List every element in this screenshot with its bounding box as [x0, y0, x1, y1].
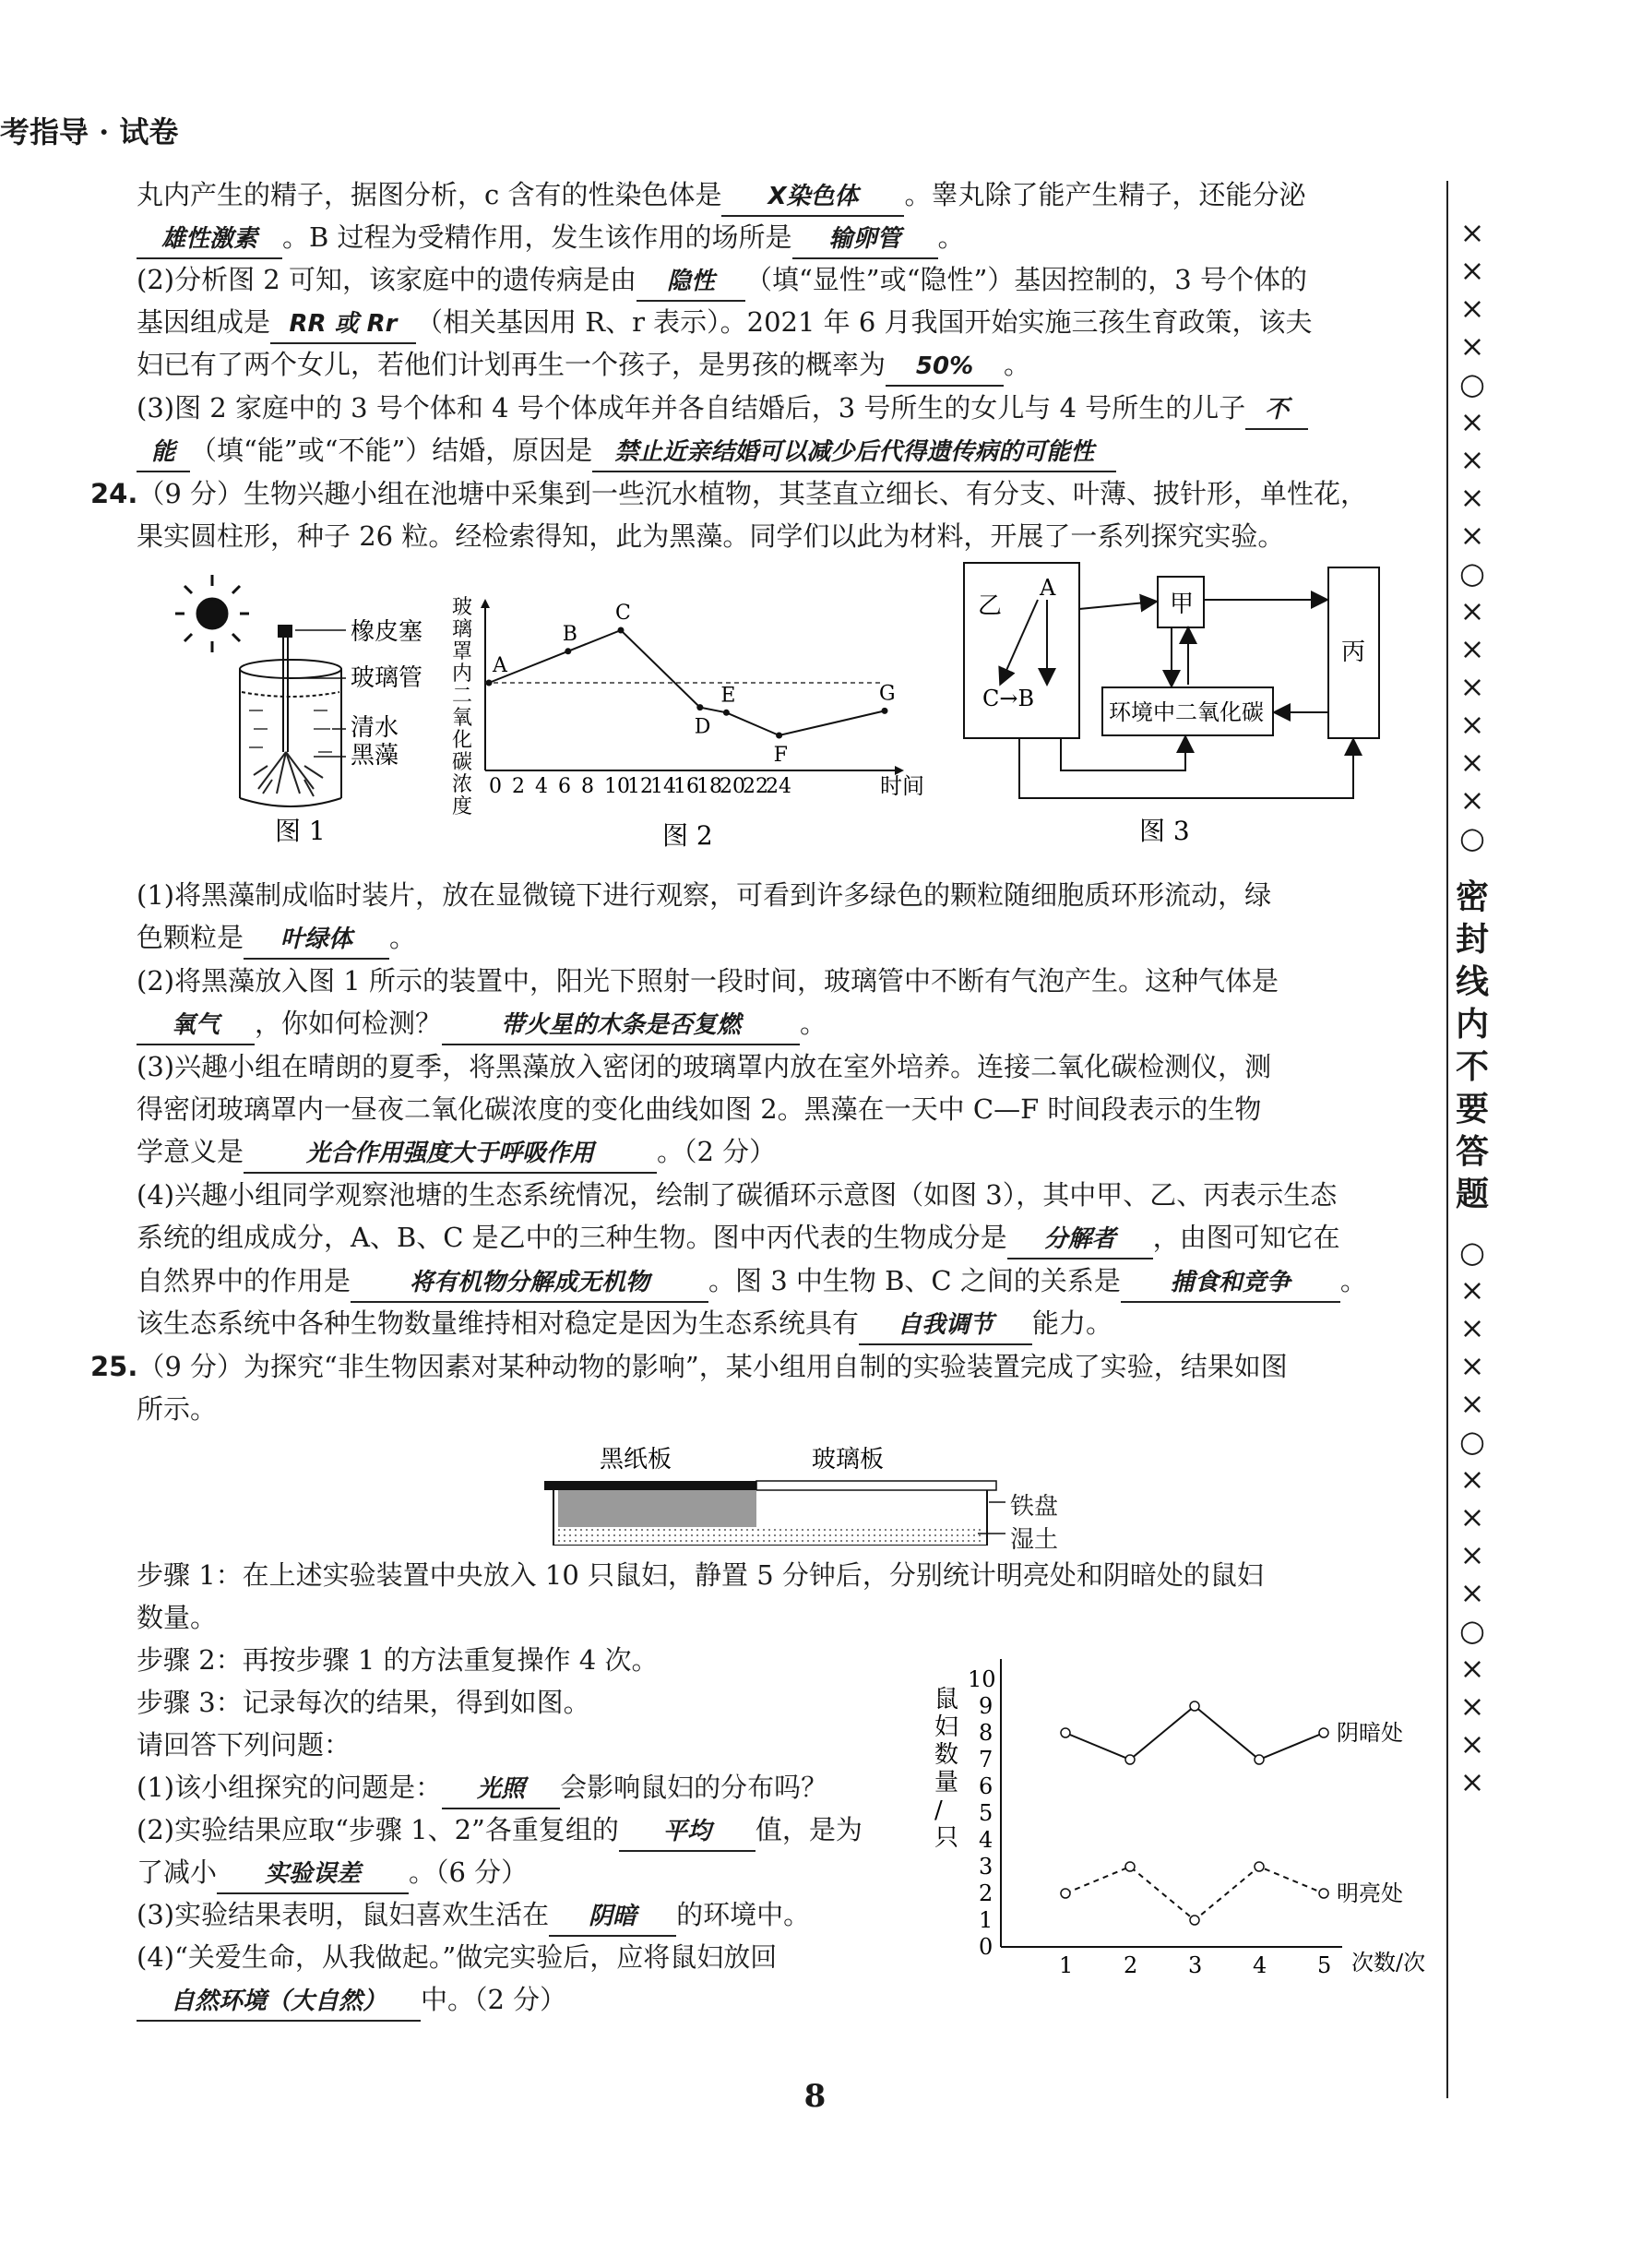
text: 。 [389, 922, 417, 953]
data-point [1255, 1862, 1264, 1871]
ylabel-char: / [934, 1796, 943, 1824]
ylabel-char: 浓 [452, 773, 473, 796]
label-glass-board: 玻璃板 [812, 1446, 885, 1474]
text: 会影响鼠妇的分布吗？ [560, 1772, 828, 1803]
x-tick-label: 4 [1253, 1952, 1267, 1978]
q25-step1-a [137, 1557, 1264, 1594]
text: (2)分析图 2 可知，该家庭中的遗传病是由 [137, 264, 637, 295]
data-point [1319, 1889, 1328, 1898]
text: 了减小 [137, 1856, 218, 1888]
text: 。（6 分） [409, 1856, 529, 1888]
point-label: F [773, 744, 788, 767]
text: 。 [1004, 349, 1031, 380]
text: ，由图可知它在 [1152, 1222, 1340, 1253]
x-tick-label: 0 [489, 775, 502, 798]
data-point [1190, 1701, 1199, 1711]
figure-2-chart [450, 595, 930, 849]
x-tick-label: 14 [650, 775, 676, 798]
y-tick-label: 8 [979, 1720, 993, 1746]
q23-line-4 [137, 304, 1313, 344]
ylabel-char: 内 [452, 662, 473, 686]
water-dashes [249, 710, 332, 752]
q25-p3 [137, 1896, 810, 1937]
data-point [486, 680, 493, 686]
q24-p3-line-2 [137, 1091, 1261, 1128]
ylabel-char: 鼠 [934, 1686, 959, 1713]
x-axis-label: 次数/次 [1351, 1950, 1425, 1976]
text: 丸内产生的精子，据图分析，c 含有的性染色体是 [137, 179, 722, 210]
text: （填“能”或“不能”）结婚，原因是 [190, 435, 593, 466]
x-tick-label: 8 [581, 775, 594, 798]
label-co2: 环境中二氧化碳 [1109, 699, 1264, 725]
question-number: 24. [90, 478, 138, 509]
point-label: C [615, 602, 631, 625]
point-label: A [493, 654, 507, 677]
point-label: G [879, 682, 896, 706]
x-tick-label: 12 [627, 775, 653, 798]
y-tick-label: 0 [979, 1934, 993, 1960]
x-tick-label: 3 [1188, 1952, 1203, 1978]
q24-p1-line-2 [137, 919, 416, 960]
figure-2-caption: 图 2 [662, 820, 713, 849]
text: （相关基因用 R、r 表示）。2021 年 6 月我国开始实施三孩生育政策，该夫 [416, 306, 1313, 338]
text: 所示。 [137, 1393, 218, 1425]
figure-3-carbon-cycle [950, 554, 1411, 858]
text: 的环境中。 [676, 1899, 811, 1930]
label-water: 清水 [351, 714, 399, 742]
answer-blank: 氧气 [137, 1007, 255, 1045]
q25-step2 [137, 1641, 658, 1678]
ylabel-char: 度 [452, 795, 473, 818]
seal-label: 密封线内不要答题 [1455, 877, 1489, 1213]
text: 值，是为 [755, 1814, 863, 1845]
text: 步骤 3：记录每次的结果，得到如图。 [137, 1687, 590, 1718]
q23-line-6 [137, 389, 1308, 430]
text: 学意义是 [137, 1136, 244, 1167]
y-arrow [481, 599, 490, 608]
text: 该生态系统中各种生物数量维持相对稳定是因为生态系统具有 [137, 1307, 860, 1339]
text: 能力。 [1032, 1307, 1113, 1339]
data-point [1061, 1889, 1070, 1898]
text: (2)将黑藻放入图 1 所示的装置中，阳光下照射一段时间，玻璃管中不断有气泡产生。这种气体是 [137, 965, 1279, 997]
answer-blank: 捕食和竞争 [1121, 1264, 1340, 1303]
figure-1-caption: 图 1 [275, 816, 326, 844]
shade-area [558, 1490, 756, 1527]
glass-board [756, 1481, 996, 1490]
label-arrow-CB: C→B [982, 686, 1035, 711]
answer-blank: 自我调节 [859, 1307, 1032, 1345]
q24-line-1 [90, 475, 1367, 512]
series-label: 明亮处 [1337, 1880, 1403, 1906]
text: (3)实验结果表明，鼠妇喜欢生活在 [137, 1899, 550, 1930]
q24-line-2 [137, 518, 1284, 555]
data-point [565, 648, 571, 654]
data-point [1125, 1755, 1135, 1764]
q25-p4-a [137, 1939, 777, 1976]
data-point [882, 708, 888, 714]
q25-step3 [137, 1684, 590, 1721]
x-tick-label: 1 [1059, 1952, 1074, 1978]
q23-line-7 [137, 432, 1116, 472]
data-point [1255, 1755, 1264, 1764]
text: 步骤 1：在上述实验装置中央放入 10 只鼠妇，静置 5 分钟后，分别统计明亮处和阴暗处的鼠妇 [137, 1559, 1264, 1591]
text: 。（2 分） [657, 1136, 777, 1167]
ylabel-char: 量 [934, 1769, 959, 1796]
seal-marks-top: ××××○××××○××××××○ [1459, 215, 1485, 855]
text: 自然界中的作用是 [137, 1265, 351, 1296]
sun-icon [175, 575, 249, 652]
ylabel-char: 化 [452, 729, 473, 752]
answer-blank: 叶绿体 [244, 921, 389, 960]
answer-blank: 50% [886, 348, 1004, 387]
text: 请回答下列问题： [137, 1729, 351, 1761]
question-number: 25. [90, 1351, 138, 1382]
y-tick-label: 2 [979, 1880, 993, 1906]
point-label: E [720, 684, 736, 708]
ylabel-char: 璃 [452, 618, 473, 641]
text: ，你如何检测？ [255, 1008, 443, 1039]
ylabel-char: 碳 [452, 751, 473, 774]
text: (3)图 2 家庭中的 3 号个体和 4 号个体成年并各自结婚后，3 号所生的女儿与 4 号所生的儿子 [137, 392, 1246, 424]
seal-marks-bottom: ○××××○××××○×××× [1459, 1235, 1485, 1799]
x-tick-label: 4 [535, 775, 548, 798]
x-tick-label: 6 [558, 775, 571, 798]
ylabel-char: 只 [934, 1824, 959, 1852]
text: （9 分）生物兴趣小组在池塘中采集到一些沉水植物，其茎直立细长、有分支、叶薄、披针形，单性花， [137, 478, 1368, 509]
q24-p3-line-3 [137, 1133, 776, 1174]
experiment-device [535, 1439, 1033, 1546]
cylinder [240, 660, 341, 806]
q23-line-5 [137, 346, 1030, 387]
ylabel-char: 玻 [452, 596, 473, 619]
q24-p2-line-1 [137, 962, 1279, 999]
q23-line-2 [137, 219, 965, 259]
x-tick-label: 20 [720, 775, 745, 798]
answer-blank: 不 [1245, 391, 1308, 430]
data-point [618, 627, 625, 634]
text: 果实圆柱形，种子 26 粒。经检索得知，此为黑藻。同学们以此为材料，开展了一系列探究实验。 [137, 520, 1285, 552]
answer-blank: 自然环境（大自然） [137, 1983, 421, 2022]
fig2-ylabel [452, 596, 472, 818]
q23-line-1 [137, 176, 1305, 217]
label-black-board: 黑纸板 [600, 1446, 672, 1474]
seal-column [1453, 214, 1492, 1801]
ylabel-char: 妇 [934, 1713, 959, 1741]
answer-blank: 阴暗 [549, 1898, 676, 1937]
text: 妇已有了两个女儿，若他们计划再生一个孩子，是男孩的概率为 [137, 349, 886, 380]
moist-soil [558, 1527, 982, 1546]
text: （9 分）为探究“非生物因素对某种动物的影响”，某小组用自制的实验装置完成了实验，结果如图 [137, 1351, 1288, 1382]
x-tick-label: 2 [512, 775, 525, 798]
answer-blank: 带火星的木条是否复燃 [442, 1007, 800, 1045]
answer-blank: 禁止近亲结婚可以减少后代得遗传病的可能性 [592, 434, 1116, 472]
text: (4)“关爱生命，从我做起。”做完实验后，应将鼠妇放回 [137, 1941, 778, 1973]
q25-line-2 [137, 1391, 217, 1427]
x-tick-label: 16 [673, 775, 699, 798]
x-tick-label: 24 [766, 775, 791, 798]
q24-p2-line-2 [137, 1005, 827, 1045]
text: 。 [1339, 1265, 1367, 1296]
answer-blank: 将有机物分解成无机物 [351, 1264, 708, 1303]
text: (1)该小组探究的问题是： [137, 1772, 443, 1803]
y-tick-label: 4 [979, 1827, 993, 1853]
point-label: B [562, 622, 577, 646]
q25-p2-b [137, 1854, 528, 1894]
y-tick-label: 3 [979, 1854, 993, 1880]
answer-blank: 平均 [619, 1813, 756, 1852]
y-tick-label: 6 [979, 1773, 993, 1799]
q24-p4-line-3 [137, 1262, 1367, 1303]
text: 。B 过程为受精作用，发生该作用的场所是 [282, 221, 792, 253]
y-tick-label: 9 [979, 1693, 993, 1719]
data-point [776, 733, 782, 739]
text: (4)兴趣小组同学观察池塘的生态系统情况，绘制了碳循环示意图（如图 3），其中甲、乙、丙表示生态 [137, 1179, 1338, 1211]
data-point [1190, 1916, 1199, 1925]
text: (1)将黑藻制成临时装片，放在显微镜下进行观察，可看到许多绿色的颗粒随细胞质环形流动，绿 [137, 879, 1272, 911]
answer-blank: 隐性 [637, 263, 745, 302]
answer-blank: 输卵管 [792, 221, 938, 259]
text: 。 [800, 1008, 827, 1039]
answer-blank: X染色体 [721, 178, 904, 217]
q25-prompt [137, 1726, 351, 1763]
series-line [1065, 1706, 1324, 1760]
q24-p3-line-1 [137, 1048, 1271, 1085]
page-header: 考指导 · 试卷 [0, 114, 179, 149]
q24-p4-line-4 [137, 1305, 1112, 1345]
y-tick-label: 10 [968, 1666, 996, 1692]
text: 得密闭玻璃罩内一昼夜二氧化碳浓度的变化曲线如图 2。黑藻在一天中 C—F 时间段表示的生物 [137, 1093, 1262, 1125]
text: （填“显性”或“隐性”）基因控制的，3 号个体的 [744, 264, 1307, 295]
text: 步骤 2：再按步骤 1 的方法重复操作 4 次。 [137, 1644, 659, 1676]
leader-lines [289, 630, 346, 757]
answer-blank: RR 或 Rr [270, 305, 416, 344]
q24-p4-line-1 [137, 1176, 1337, 1213]
answer-blank: 分解者 [1007, 1221, 1153, 1259]
answer-blank: 光合作用强度大于呼吸作用 [244, 1135, 657, 1174]
q24-p1-line-1 [137, 877, 1271, 913]
q25-p2-a [137, 1811, 863, 1852]
figure-3-caption: 图 3 [1139, 816, 1190, 846]
q25-p1 [137, 1769, 827, 1809]
label-moist-soil: 湿土 [1010, 1526, 1059, 1554]
text: 色颗粒是 [137, 922, 244, 953]
label-waterweed: 黑藻 [351, 742, 399, 770]
text: (2)实验结果应取“步骤 1、2”各重复组的 [137, 1814, 619, 1845]
y-tick-label: 5 [979, 1800, 993, 1826]
x-tick-label: 2 [1124, 1952, 1138, 1978]
x-axis-label: 时间 [880, 773, 924, 799]
label-yi: 乙 [978, 592, 1003, 620]
y-tick-label: 1 [979, 1907, 993, 1933]
ylabel-char: 氧 [452, 707, 473, 730]
label-glass-tube: 玻璃管 [351, 664, 423, 692]
q23-line-3 [137, 261, 1307, 302]
answer-blank: 实验误差 [217, 1856, 409, 1894]
text: 。 [937, 221, 965, 253]
box-yi [964, 563, 1079, 738]
x-tick-label: 22 [743, 775, 768, 798]
answer-blank: 光照 [442, 1771, 560, 1809]
y-axis-label [934, 1686, 958, 1852]
page-number: 8 [803, 2078, 827, 2115]
series-line [1065, 1867, 1324, 1920]
answer-blank: 能 [137, 434, 190, 472]
text: 中。（2 分） [421, 1984, 567, 2015]
text: 数量。 [137, 1602, 218, 1633]
data-point [723, 710, 730, 716]
ylabel-char: 罩 [452, 640, 473, 663]
data-point [1061, 1728, 1070, 1737]
label-A: A [1040, 575, 1056, 601]
data-point [696, 704, 703, 710]
label-rubber-stopper: 橡皮塞 [351, 618, 423, 646]
label-jia: 甲 [1170, 591, 1195, 618]
q24-p4-line-2 [137, 1219, 1340, 1259]
data-point [1319, 1728, 1328, 1737]
y-tick-label: 7 [979, 1747, 993, 1773]
waterweed [254, 752, 323, 796]
text: 基因组成是 [137, 306, 271, 338]
text: 。睾丸除了能产生精子，还能分泌 [904, 179, 1306, 210]
x-tick-label: 18 [696, 775, 722, 798]
glass-tube [278, 625, 292, 752]
seal-line [1446, 181, 1448, 2098]
black-board [544, 1481, 756, 1490]
q25-line-1 [90, 1348, 1288, 1385]
text: 系统的组成成分，A、B、C 是乙中的三种生物。图中丙代表的生物成分是 [137, 1222, 1007, 1253]
point-label: D [694, 715, 711, 739]
x-tick-label: 5 [1317, 1952, 1332, 1978]
q25-step1-b [137, 1599, 217, 1636]
label-bing: 丙 [1341, 639, 1366, 666]
data-point [1125, 1862, 1135, 1871]
label-iron-tray: 铁盘 [1010, 1493, 1059, 1521]
ylabel-char: 二 [452, 685, 473, 708]
figure-1-apparatus [175, 567, 452, 844]
series-label: 阴暗处 [1337, 1720, 1403, 1746]
ylabel-char: 数 [934, 1741, 959, 1769]
x-tick-label: 10 [604, 775, 630, 798]
woodlouse-chart [927, 1642, 1425, 2011]
text: (3)兴趣小组在晴朗的夏季，将黑藻放入密闭的玻璃罩内放在室外培养。连接二氧化碳检测仪，测 [137, 1051, 1272, 1082]
q25-p4-b [137, 1981, 566, 2022]
answer-blank: 雄性激素 [137, 221, 282, 259]
text: 。图 3 中生物 B、C 之间的关系是 [708, 1265, 1121, 1296]
